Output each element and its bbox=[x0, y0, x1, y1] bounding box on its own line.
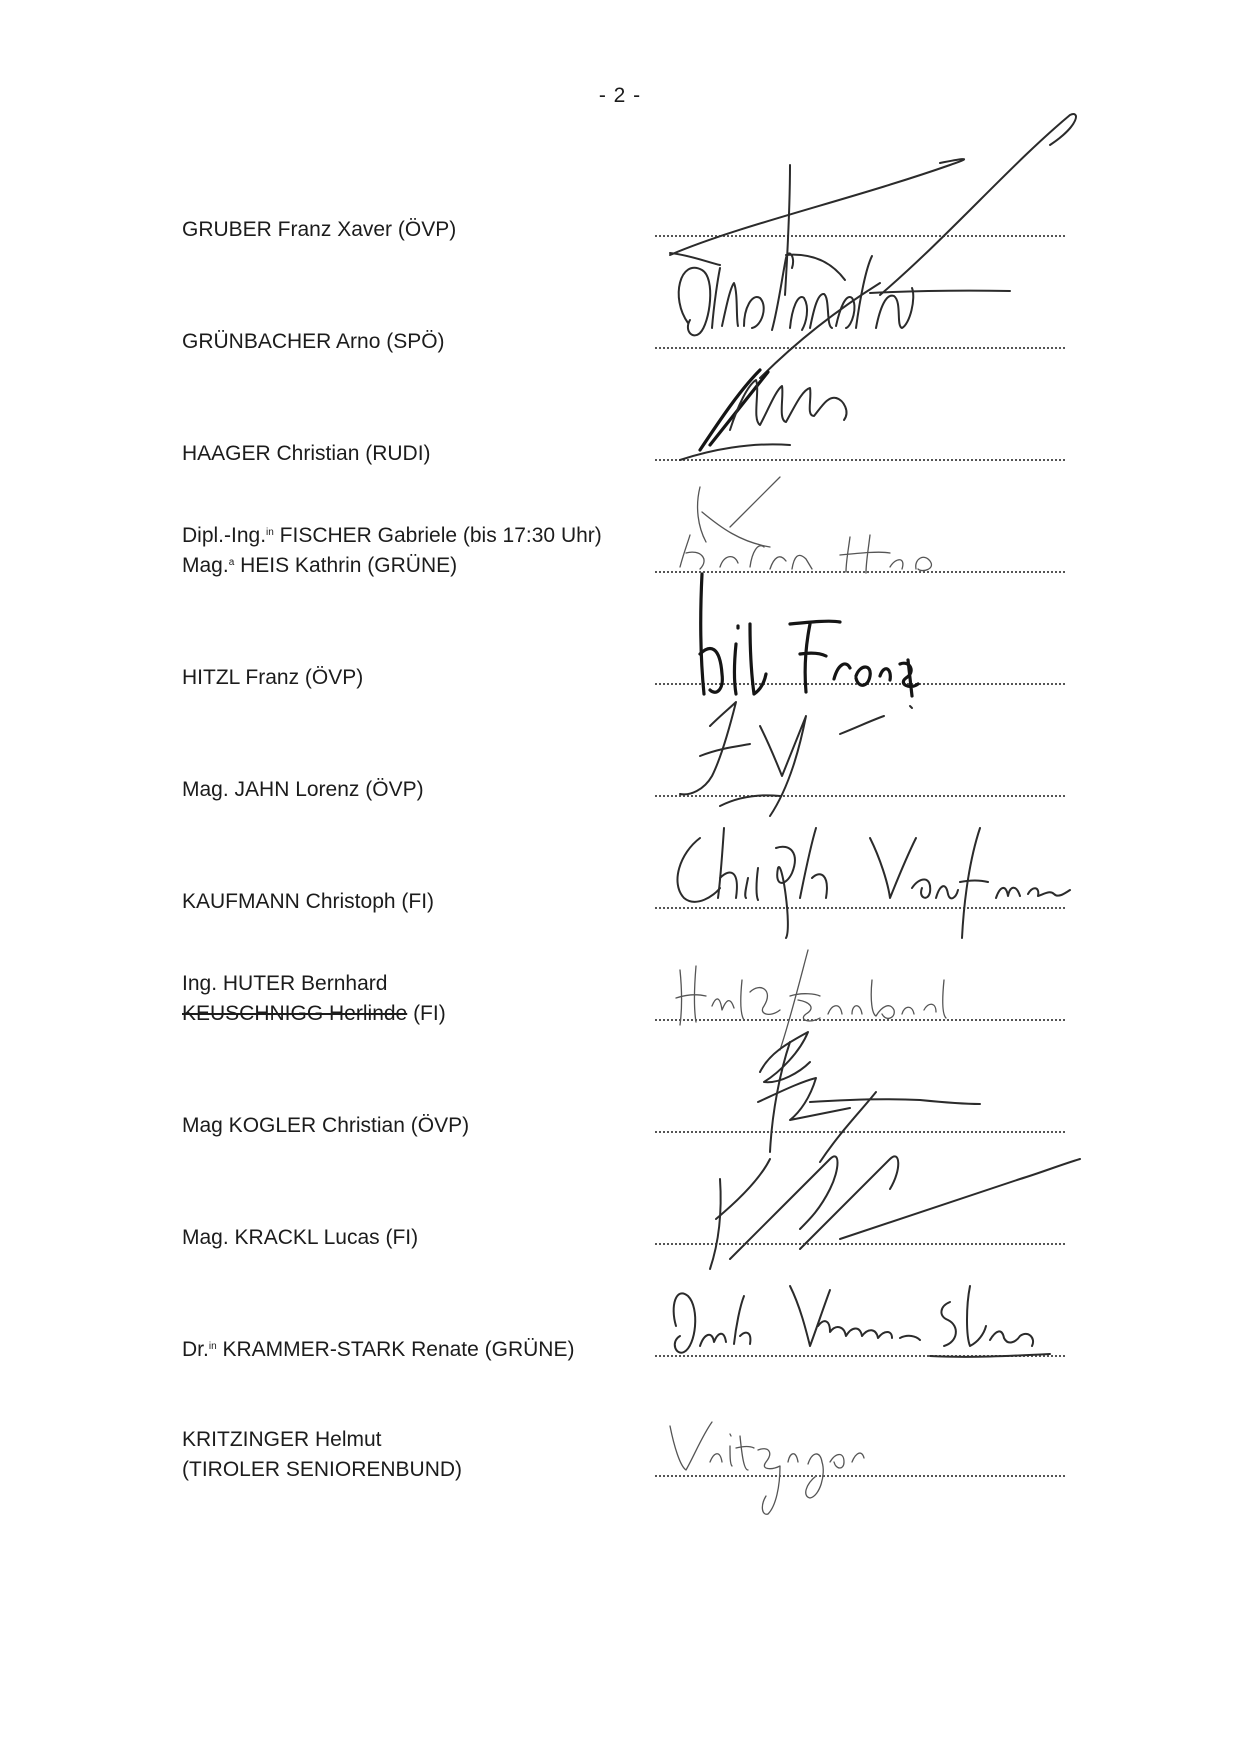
struck-name: KEUSCHNIGG Herlinde bbox=[182, 1002, 408, 1025]
signature-entry bbox=[0, 1141, 1240, 1253]
signature-jahn bbox=[640, 681, 1100, 811]
signature-kritzinger bbox=[640, 1361, 1100, 1491]
member-name: GRÜNBACHER Arno (SPÖ) bbox=[182, 330, 445, 353]
signature-entry bbox=[0, 1253, 1240, 1365]
member-name: KAUFMANN Christoph (FI) bbox=[182, 890, 435, 913]
signature-entry bbox=[0, 133, 1240, 245]
member-name: HITZL Franz (ÖVP) bbox=[182, 666, 364, 689]
page-number: - 2 - bbox=[598, 84, 642, 107]
member-name: Mag. KRACKL Lucas (FI) bbox=[182, 1226, 419, 1249]
member-name: Mag KOGLER Christian (ÖVP) bbox=[182, 1114, 470, 1137]
signature-entry bbox=[0, 245, 1240, 357]
signature-entry bbox=[0, 1373, 1240, 1485]
signature-entry bbox=[0, 693, 1240, 805]
member-name: HAAGER Christian (RUDI) bbox=[182, 442, 431, 465]
member-name: Mag. JAHN Lorenz (ÖVP) bbox=[182, 778, 424, 801]
signature-grunbacher bbox=[640, 233, 1100, 363]
member-name: Dr.$^{in}$ KRAMMER-STARK Renate (GRÜNE) bbox=[182, 1338, 575, 1361]
signature-entry bbox=[0, 581, 1240, 693]
signature-hitzl bbox=[640, 549, 1100, 699]
member-name: Ing. HUTER Bernhard KEUSCHNIGG Herlinde (FI) bbox=[182, 972, 446, 1025]
member-name: GRUBER Franz Xaver (ÖVP) bbox=[182, 218, 457, 241]
signature-kaufmann bbox=[640, 793, 1100, 923]
signature-entry bbox=[0, 805, 1240, 917]
signature-krackl bbox=[640, 1099, 1100, 1259]
member-name: KRITZINGER Helmut (TIROLER SENIORENBUND) bbox=[182, 1428, 463, 1481]
signature-krammer-stark bbox=[640, 1241, 1100, 1371]
member-name: Dipl.-Ing.$^{in}$ FISCHER Gabriele (bis 17:30 Uhr) Mag.$^a$ HEIS Kathrin (GRÜNE) bbox=[182, 524, 602, 577]
